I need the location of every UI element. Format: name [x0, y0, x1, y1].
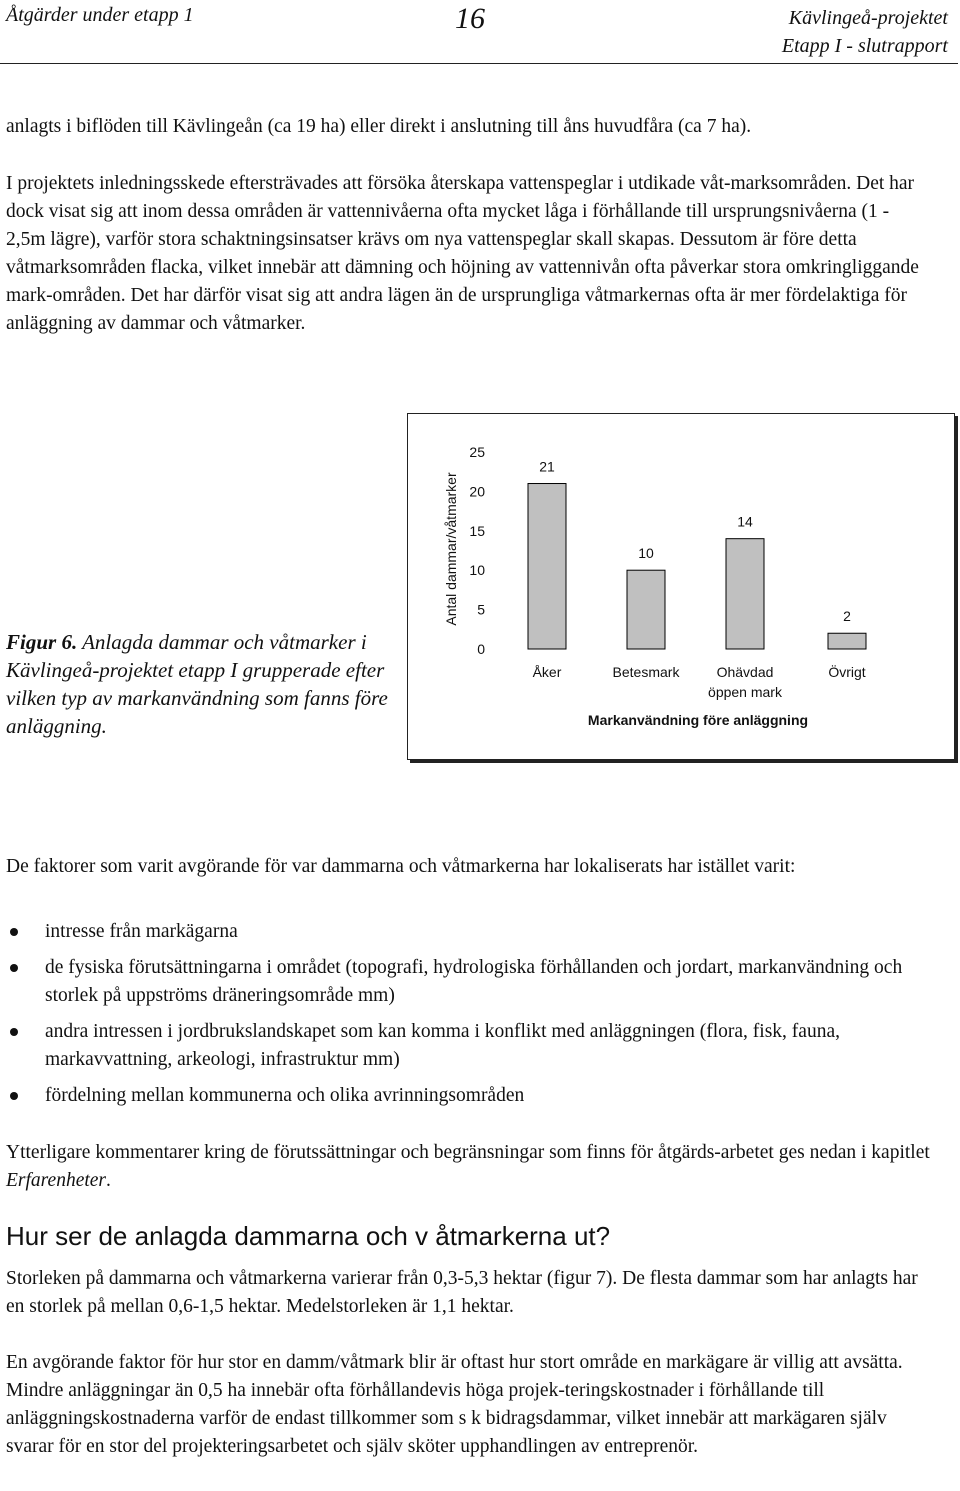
header-project-name: Kävlingeå-projektet	[788, 7, 948, 29]
figure-6-chart	[407, 413, 955, 760]
list-item	[6, 1018, 936, 1074]
y-tick-label: 25	[469, 444, 485, 460]
paragraph-1: anlagts i biflöden till Kävlingeån (ca 19 ha) eller direkt i anslutning till åns huvudfåra (ca 7 ha).	[6, 116, 752, 137]
bar	[828, 633, 866, 649]
paragraph-4	[6, 1139, 931, 1195]
y-axis-label: Antal dammar/våtmarker	[443, 472, 459, 626]
bar-chart	[408, 414, 954, 759]
x-category-labels	[533, 663, 866, 700]
bullet-icon	[10, 1092, 18, 1100]
data-label: 21	[539, 458, 555, 475]
p4-text: Ytterligare kommentarer kring de förutssättningar och begränsningar som finns för åtgärds-arbetet ges nedan i kapitlet	[6, 1142, 930, 1163]
x-category-label: Ohävdad öppen mark	[708, 664, 782, 700]
page-header	[0, 0, 960, 60]
paragraph-5: Storleken på dammarna och våtmarkerna varierar från 0,3-5,3 hektar (figur 7). De flesta dammar som har anlagts har en storlek på mellan 0,6-1,5 hektar. Medelstorleken är 1,1 hektar.	[6, 1268, 918, 1317]
header-section-title: Åtgärder under etapp 1	[6, 4, 194, 26]
data-label: 10	[638, 545, 654, 562]
paragraph-6: En avgörande faktor för hur stor en damm/våtmark blir är oftast hur stort område en markägare är villig att avsätta. Mindre anläggningar än 0,5 ha innebär ofta förhållandevis höga projek-teringskostnader i förhållande till anläggningskostnaderna varför de endast tillkommer som s k bidragsdammar, vilket innebär att markägaren själv svarar för en stor del projekteringsarbetet och själv sköter upphandlingen av entreprenör.	[6, 1352, 903, 1457]
list-item	[6, 918, 936, 946]
list-item	[6, 954, 936, 1010]
x-axis-label: Markanvändning före anläggning	[587, 712, 809, 728]
figure-caption-text: Anlagda dammar och våtmarker i Kävlingeå-projektet etapp I grupperade efter vilken typ av markanvändning som fanns före anläggning.	[6, 630, 388, 738]
x-category-label: Betesmark	[612, 664, 680, 680]
p4-chapter-ref: Erfarenheter	[6, 1170, 107, 1191]
y-tick-label: 20	[469, 483, 485, 500]
y-tick-label: 5	[477, 601, 485, 618]
data-label: 14	[737, 513, 753, 530]
list-item-text: fördelning mellan kommunerna och olika avrinningsområden	[45, 1085, 525, 1106]
y-tick-label: 15	[469, 522, 485, 539]
list-item-text: andra intressen i jordbrukslandskapet som kan komma i konflikt med anläggningen (flora, fisk, fauna, markavvattning, arkeologi, infrastruktur mm)	[45, 1021, 840, 1070]
data-label: 2	[843, 608, 851, 625]
list-item-text: de fysiska förutsättningarna i området (topografi, hydrologiska förhållanden och jordart, markanvändning och storlek på uppströms dräneringsområde mm)	[45, 957, 903, 1006]
header-rule	[0, 63, 958, 64]
bar	[528, 484, 566, 649]
y-tick-label: 10	[469, 562, 485, 579]
figure-label: Figur 6.	[6, 630, 78, 654]
bars	[528, 484, 866, 649]
x-category-label: Övrigt	[828, 664, 866, 680]
p4-end: .	[106, 1170, 111, 1191]
bullet-icon	[10, 1028, 18, 1036]
y-tick-label: 0	[477, 641, 485, 657]
bar	[726, 539, 764, 649]
header-report-name: Etapp I - slutrapport	[781, 35, 948, 57]
page-number: 16	[455, 2, 485, 35]
list-item-text: intresse från markägarna	[45, 921, 238, 942]
paragraph-3: De faktorer som varit avgörande för var dammarna och våtmarkerna har lokaliserats har istället varit:	[6, 856, 796, 877]
x-category-label: Åker	[532, 664, 562, 680]
factor-list	[6, 918, 936, 1118]
header-project	[782, 4, 948, 60]
bar	[627, 570, 665, 649]
bullet-icon	[10, 964, 18, 972]
paragraph-2: I projektets inledningsskede eftersträvades att försöka återskapa vattenspeglar i utdikade våt-marksområden. Det har dock visat sig att inom dessa områden är vattennivåerna ofta mycket låga i förhållande till ursprungsnivåerna (1 - 2,5m lägre), varför stora schaktningsinsatser krävs om nya vattenspeglar skall skapas. Dessutom är före detta våtmarksområden flacka, vilket innebär att dämning och höjning av vattennivån ofta påverkar stora omkringliggande mark-områden. Det har därför visat sig att andra lägen än de ursprungliga våtmarkernas ofta är mer fördelaktiga för anläggning av dammar och våtmarker.	[6, 173, 919, 334]
section-heading: Hur ser de anlagda dammarna och v åtmarkerna ut?	[6, 1221, 611, 1251]
data-labels	[539, 459, 851, 625]
y-tick-labels	[469, 444, 485, 657]
figure-caption	[6, 628, 391, 740]
list-item	[6, 1082, 936, 1110]
bullet-icon	[10, 928, 18, 936]
